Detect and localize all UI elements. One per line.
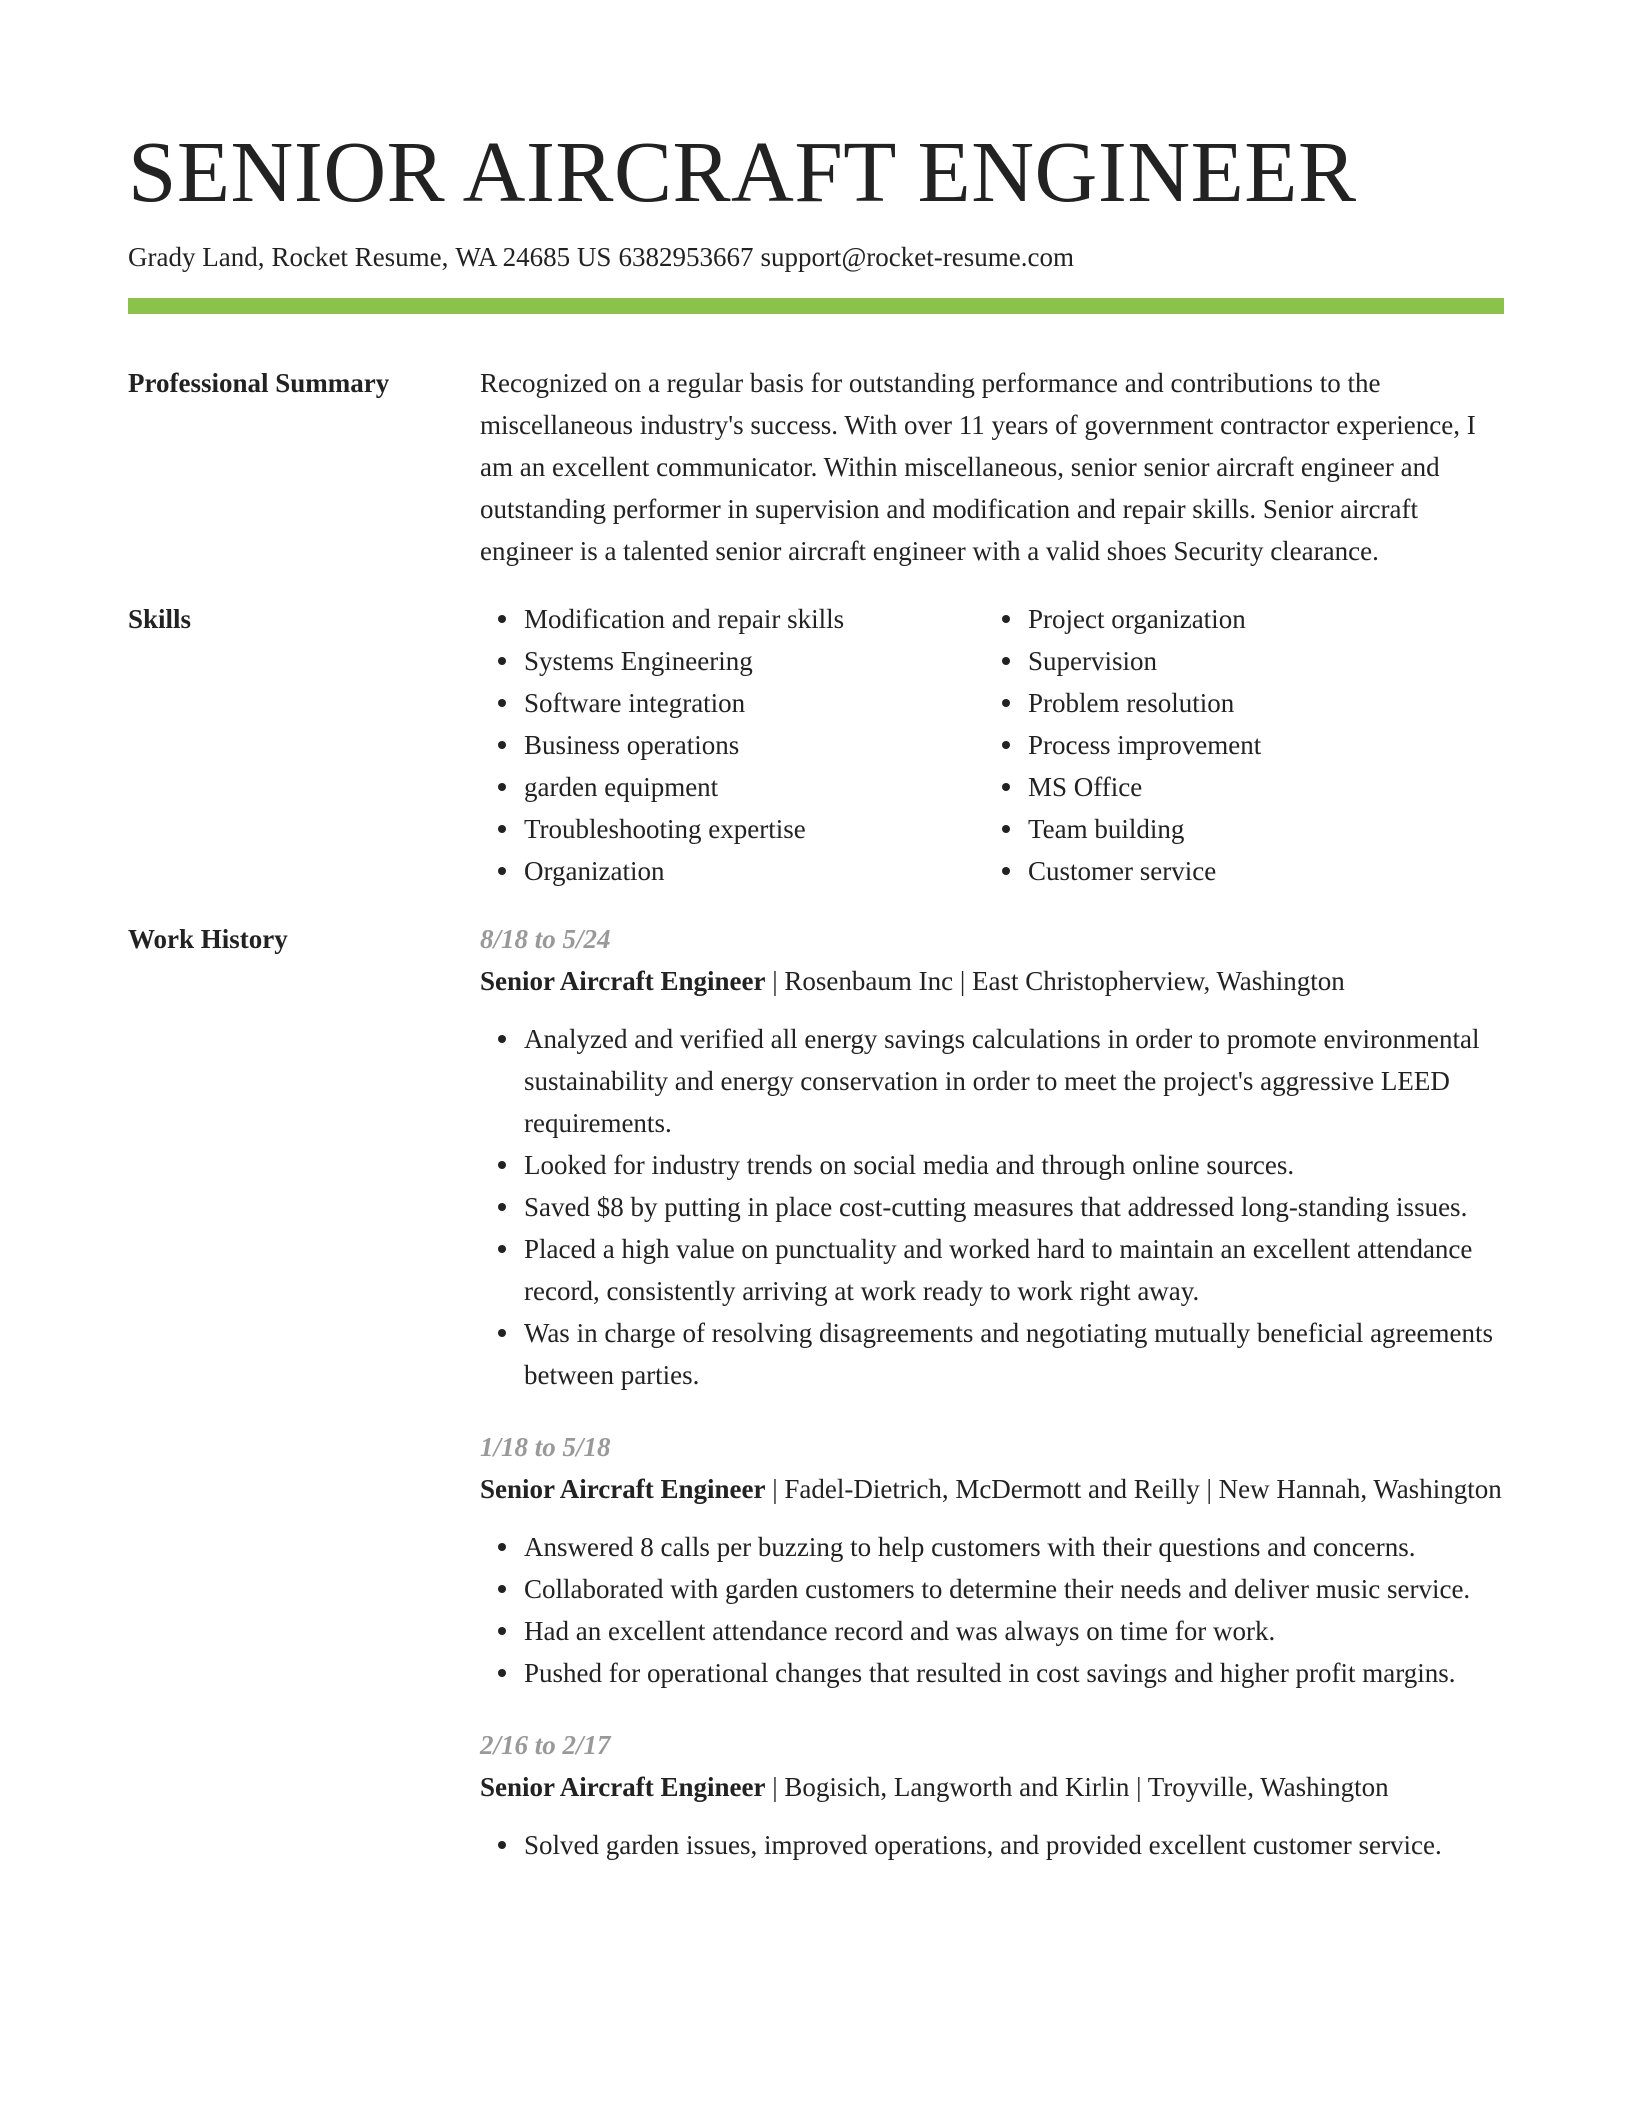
skills-body <box>480 598 1504 892</box>
job-bullet: Analyzed and verified all energy savings calculations in order to promote environmental sustainability and energy conservation in order to meet the project's aggressive LEED requirements. <box>524 1018 1504 1144</box>
header-divider <box>128 298 1504 314</box>
job-bullet: Placed a high value on punctuality and worked hard to maintain an excellent attendance record, consistently arriving at work ready to work right away. <box>524 1228 1504 1312</box>
skill-item: Modification and repair skills <box>524 598 984 640</box>
contact-location: WA 24685 US <box>455 242 612 272</box>
work-history-body <box>480 918 1504 1866</box>
job-bullet: Looked for industry trends on social media and through online sources. <box>524 1144 1504 1186</box>
contact-company: Rocket Resume, <box>271 242 449 272</box>
skill-item: Systems Engineering <box>524 640 984 682</box>
job-dates: 1/18 to 5/18 <box>480 1432 611 1463</box>
resume-name-heading: SENIOR AIRCRAFT ENGINEER <box>128 123 1357 220</box>
skill-item: Team building <box>1028 808 1488 850</box>
job-bullet: Pushed for operational changes that resulted in cost savings and higher profit margins. <box>524 1652 1504 1694</box>
summary-section <box>128 362 1504 572</box>
job-bullets <box>480 1824 1504 1866</box>
skill-item: MS Office <box>1028 766 1488 808</box>
job-details: | Fadel-Dietrich, McDermott and Reilly | New Hannah, Washington <box>765 1474 1502 1505</box>
job-bullets <box>480 1526 1504 1694</box>
job-bullet: Was in charge of resolving disagreements and negotiating mutually beneficial agreements between parties. <box>524 1312 1504 1396</box>
summary-text: Recognized on a regular basis for outstanding performance and contributions to the miscellaneous industry's success. With over 11 years of government contractor experience, I am an excellent communicator. Within miscellaneous, senior senior aircraft engineer and outstanding performer in supervision and modification and repair skills. Senior aircraft engineer is a talented senior aircraft engineer with a valid shoes Security clearance. <box>480 368 1476 567</box>
skill-item: Process improvement <box>1028 724 1488 766</box>
summary-title: Professional Summary <box>128 368 390 399</box>
job-bullets <box>480 1018 1504 1396</box>
skills-title: Skills <box>128 604 192 635</box>
summary-body <box>480 362 1504 572</box>
skill-item: Troubleshooting expertise <box>524 808 984 850</box>
job-title: Senior Aircraft Engineer <box>480 1772 766 1803</box>
job-bullet: Answered 8 calls per buzzing to help customers with their questions and concerns. <box>524 1526 1504 1568</box>
contact-name: Grady Land, <box>128 242 265 272</box>
contact-email: support@rocket-resume.com <box>760 242 1074 272</box>
job-bullet: Collaborated with garden customers to determine their needs and deliver music service. <box>524 1568 1504 1610</box>
skill-item: Supervision <box>1028 640 1488 682</box>
job-title: Senior Aircraft Engineer <box>480 1474 766 1505</box>
skill-item: Project organization <box>1028 598 1488 640</box>
work-history-section <box>128 918 1504 1866</box>
job-details: | Rosenbaum Inc | East Christopherview, Washington <box>765 966 1345 997</box>
skills-column-2 <box>984 598 1488 892</box>
skill-item: Business operations <box>524 724 984 766</box>
job-heading <box>480 1766 1504 1808</box>
job-entry <box>480 918 1504 1396</box>
job-entry <box>480 1426 1504 1694</box>
job-entry <box>480 1724 1504 1866</box>
contact-line <box>128 241 1504 273</box>
job-bullet: Had an excellent attendance record and was always on time for work. <box>524 1610 1504 1652</box>
skills-column-1 <box>480 598 984 892</box>
job-bullet: Saved $8 by putting in place cost-cutting measures that addressed long-standing issues. <box>524 1186 1504 1228</box>
skill-item: Organization <box>524 850 984 892</box>
skills-section <box>128 598 1504 892</box>
job-dates: 2/16 to 2/17 <box>480 1730 611 1761</box>
work-history-title: Work History <box>128 924 288 955</box>
job-title: Senior Aircraft Engineer <box>480 966 766 997</box>
contact-phone: 6382953667 <box>618 242 754 272</box>
skill-item: garden equipment <box>524 766 984 808</box>
skill-item: Problem resolution <box>1028 682 1488 724</box>
job-heading <box>480 960 1504 1002</box>
job-details: | Bogisich, Langworth and Kirlin | Troyville, Washington <box>765 1772 1389 1803</box>
resume-page <box>128 0 1504 1866</box>
job-heading <box>480 1468 1504 1510</box>
job-dates: 8/18 to 5/24 <box>480 924 611 955</box>
skill-item: Customer service <box>1028 850 1488 892</box>
skill-item: Software integration <box>524 682 984 724</box>
job-bullet: Solved garden issues, improved operations, and provided excellent customer service. <box>524 1824 1504 1866</box>
